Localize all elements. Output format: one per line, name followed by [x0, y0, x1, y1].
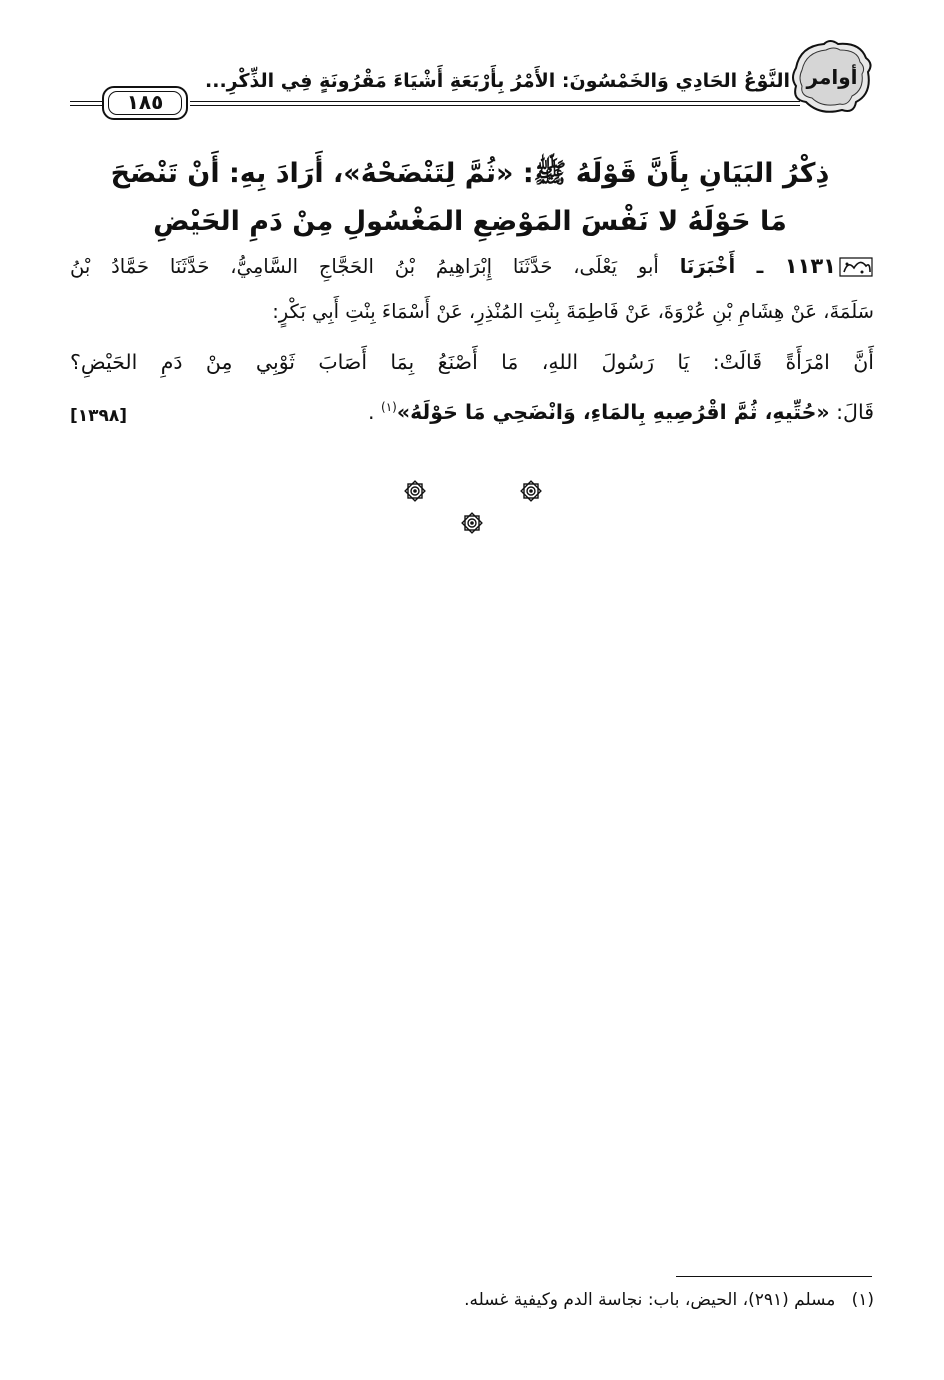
hadith-qala: قَالَ:	[829, 400, 874, 424]
running-header-title: النَّوْعُ الحَادِي وَالخَمْسُونَ: الأَمْرُ بِأَرْبَعَةِ أَشْيَاءَ مَقْرُونَةٍ فِي الذِّكْرِ...	[205, 70, 790, 92]
flower-ornament-icon	[459, 510, 485, 536]
hadith-line-4-end: .	[367, 400, 382, 424]
chapter-heading	[70, 150, 870, 246]
footnote-separator	[676, 1276, 872, 1277]
footnote-marker: (١)	[851, 1290, 874, 1310]
hadith-akhbarana: أَخْبَرَنَا	[679, 255, 736, 278]
flower-ornament-icon	[402, 478, 428, 504]
header-rule	[190, 101, 800, 102]
hadith-marker-icon	[838, 254, 874, 280]
chapter-heading-line-1: ذِكْرُ البَيَانِ بِأَنَّ قَوْلَهُ ﷺ: «ثُمَّ لِتَنْضَحْهُ»، أَرَادَ بِهِ: أَنْ تَنْضَحَ	[110, 158, 830, 189]
hadith-line-3: أَنَّ امْرَأَةً قَالَتْ: يَا رَسُولَ اللهِ، مَا أَصْنَعُ بِمَا أَصَابَ ثَوْبِي مِنْ دَمِ الحَيْضِ؟	[70, 350, 874, 374]
hadith-prophetic-quote: «حُتِّيهِ، ثُمَّ اقْرُصِيهِ بِالمَاءِ، وَانْضَحِي مَا حَوْلَهُ»	[396, 400, 830, 424]
page-number-frame	[102, 86, 188, 120]
svg-text:أوامر: أوامر	[806, 65, 858, 89]
chapter-emblem-icon	[790, 38, 874, 116]
footnote-reference[interactable]: (١)	[381, 400, 397, 415]
header-rule	[70, 105, 102, 106]
hadith-line-2: سَلَمَةَ، عَنْ هِشَامِ بْنِ عُرْوَةَ، عَنْ فَاطِمَةَ بِنْتِ المُنْذِرِ، عَنْ أَسْمَاءَ بِنْتِ أَبِي بَكْرٍ:	[272, 300, 874, 323]
header-rule	[190, 105, 800, 106]
footnote	[464, 1290, 874, 1310]
header-rule	[70, 101, 102, 102]
page-number: ١٨٥	[126, 90, 164, 114]
flower-ornament-icon	[518, 478, 544, 504]
hadith-dash: ـ	[735, 255, 785, 278]
chapter-heading-line-2: مَا حَوْلَهُ لا نَفْسَ المَوْضِعِ المَغْسُولِ مِنْ دَمِ الحَيْضِ	[153, 206, 787, 237]
cross-reference-number: [١٣٩٨]	[70, 406, 128, 426]
footnote-text: مسلم (٢٩١)، الحيض، باب: نجاسة الدم وكيفية غسله.	[464, 1290, 836, 1310]
hadith-number: ١١٣١	[784, 254, 836, 278]
hadith-line-1	[70, 254, 836, 278]
hadith-line-1-text: أبو يَعْلَى، حَدَّثَنَا إِبْرَاهِيمُ بْنُ الحَجَّاجِ السَّامِيُّ، حَدَّثَنَا حَمَّادُ بْنُ	[70, 255, 680, 278]
hadith-line-4	[174, 400, 874, 424]
